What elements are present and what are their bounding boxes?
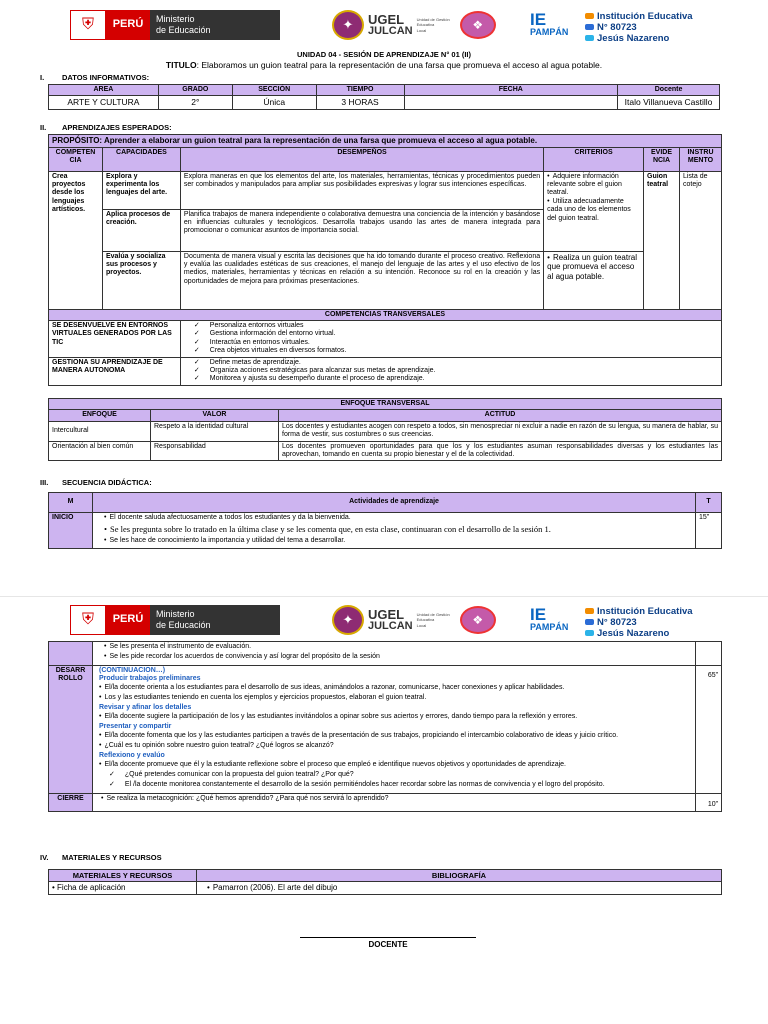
peru-label: PERÚ [106,10,150,40]
page-2 [0,596,768,1024]
school-crest-icon: ❖ [460,606,496,634]
minedu-logo [70,10,280,40]
ugel-logo: ✦ UGEL JULCAN Unidad de Gestión Educativa Local ❖ [332,605,522,635]
secuencia-table-1: M Actividades de aprendizaje T INICIO • El docente saluda afectuosamente a todos los estudiantes y da la bienvenida. • Se les pregunta sobre lo tratado en la última clase y se les comenta que, en esta clase, continuaran con el desarrollo de la sesión 1. • Se les hace de conocimiento la importancia y utilidad del tema a desarrollar. 15” [48,492,722,549]
ugel-label: UGEL [368,11,405,27]
datos-table: AREA GRADO SECCIÓN TIEMPO FECHA Docente ARTE Y CULTURA 2° Única 3 HORAS Italo Villanueva Castillo [48,84,720,110]
ie-logo: IE PAMPÁN Institución Educativa N° 80723 Jesús Nazareno [530,605,693,639]
section-3-title: III. SECUENCIA DIDÁCTICA: [40,478,152,487]
julcan-label: JULCAN [368,24,413,37]
cierre-label: CIERRE [49,793,93,811]
secuencia-table-2: • Se les presenta el instrumento de evaluación. • Se les pide recordar los acuerdos de convivencia y así lograr del propósito de la sesión DESARR ROLLO (CONTINUACION…) Producir trabajos preliminares • El/la docente orienta a los estudiantes para el desarrollo de sus ideas, animándolos a razonar, comunicarse, hacer conexiones y aplicar habilidades. • Los y las estudiantes teniendo en cuenta los ejemplos y ejercicios propuestos, elaboran el guion teatral. Revisar y afinar los detalles • El/la docente sugiere la participación de los y las estudiantes invitándolos a opinar sobre sus aciertos y errores, dando tiempo para la reflexión y errores. Presentar y compartir • El/la docente fomenta que los y las estudiantes participen a través de la presentación de sus trabajos, propiciando el intercambio colaborativo de ideas y juicio crítico. • ¿Cuál es tu opinión sobre nuestro guion teatral? ¿Qué logros se alcanzó? Reflexiono y evalúo • El/la docente promueve que él y la estudiante reflexione sobre el proceso que empleó e identifique nuevos objetivos y oportunidades de aprendizaje. ✓ ¿Qué pretendes comunicar con la propuesta del guion teatral? ¿Por qué? ✓ El /la docente monitorea constantemente el desarrollo de la sesión permitiéndoles hacer recordar sobre las normas de convivencia y el logro del propósito. 65” CIERRE • Se realiza la metacognición: ¿Qué hemos aprendido? ¿Para qué nos servirá lo aprendido? 10” [48,641,722,812]
enfoque-table: ENFOQUE TRANSVERSAL ENFOQUE VALOR ACTITUD Intercultural Respeto a la identidad cultural Los docentes y estudiantes acogen con respeto a todos, sin menospreciar ni excluir a nadie en razón de su lengua, su manera de hablar, su forma de vestir, sus costumbres o sus creencias. Orientación al bien común Responsabilidad Los docentes promueven oportunidades para que los y los estudiantes asuman responsabilidades diversas y los estudiantes las aprovechan, tomando en cuenta su propio bienestar y el de la colectividad. [48,398,722,461]
pampan-label: PAMPÁN [530,27,569,38]
peru-shield-icon: ⛨ [70,10,106,40]
ugel-logo [332,10,522,40]
ie-logo [530,12,700,42]
ugel-crest-icon: ✦ [332,605,364,635]
desarrollo-label: DESARR ROLLO [49,665,93,793]
signature-line [300,937,476,938]
materiales-table: MATERIALES Y RECURSOS BIBLIOGRAFÍA • Ficha de aplicación • Pamarron (2006). El arte del dibujo [48,869,722,895]
school-crest-icon: ❖ [460,11,496,39]
ie-lines: Institución Educativa N° 80723 Jesús Nazareno [585,12,693,42]
section-4-title: IV. MATERIALES Y RECURSOS [40,853,162,862]
page-header [0,10,768,46]
peru-shield-icon: ⛨ [70,605,106,635]
ministerio-label: Ministerio de Educación [150,10,280,40]
docente-label: DOCENTE [368,940,408,949]
ugel-crest-icon: ✦ [332,10,364,40]
minedu-logo: ⛨ PERÚ Ministerio de Educación [70,605,280,635]
unit-title: UNIDAD 04 - SESIÓN DE APRENDIZAJE N° 01 (II) [296,50,471,59]
page-header-2 [0,605,768,641]
session-title: TITULO: Elaboramos un guion teatral para la representación de una farsa que promueva el acceso al agua potable. [165,60,603,70]
competencia-cell: Crea proyectos desde los lenguajes artísticos. [49,171,103,309]
ie-mark: IE [530,10,547,29]
proposito-row: PROPÓSITO: Aprender a elaborar un guion teatral para la representación de una farsa que promueva el acceso al agua potable. [49,135,722,148]
section-1-title: I. DATOS INFORMATIVOS: [40,73,150,82]
aprendizajes-table: PROPÓSITO: Aprender a elaborar un guion teatral para la representación de una farsa que promueva el acceso al agua potable. COMPETEN CIA CAPACIDADES DESEMPEÑOS CRITERIOS EVIDE NCIA INSTRU MENTO Crea proyectos desde los lenguajes artísticos. Explora y experimenta los lenguajes del arte. Explora maneras en que los elementos del arte, los materiales, herramientas, técnicas y procedimientos pueden ser combinados y manipulados para ampliar sus posibilidades expresivas y lograr sus intenciones específicas. • Adquiere información relevante sobre el guion teatral. • Utiliza adecuadamente cada uno de los elementos del guion teatral. Guion teatral Lista de cotejo Aplica procesos de creación. Planifica trabajos de manera independiente o colaborativa demuestra una conciencia de la intención y basándose en influencias culturales y tecnológicos. Desarrolla trabajos usando las artes de manera integrada para promocionar o comunicar asuntos de importancia social. Evalúa y socializa sus procesos y proyectos. Documenta de manera visual y escrita las decisiones que ha ido tomando durante el proceso creativo. Reflexiona y evalúa las cualidades estéticas de sus creaciones, el manejo del lenguaje de las artes y el uso efectivo de los medios, materiales, herramientas y técnicas en relación a su intención. Reconoce su rol en la creación y las oportunidades de mejora para próximas presentaciones. • Realiza un guion teatral que promueva el acceso al agua potable. COMPETENCIAS TRANSVERSALES SE DESENVUELVE EN ENTORNOS VIRTUALES GENERADOS POR LAS TIC ✓ Personaliza entornos virtuales ✓ Gestiona información del entorno virtual. ✓ Interactúa en entornos virtuales. ✓ Crea objetos virtuales en diversos formatos. GESTIONA SU APRENDIZAJE DE MANERA AUTONOMA ✓ Define metas de aprendizaje. ✓ Organiza acciones estratégicas para alcanzar sus metas de aprendizaje. ✓ Monitorea y ajusta su desempeño durante el proceso de aprendizaje. [48,134,722,386]
ugel-subtitle: Unidad de Gestión Educativa Local [416,17,450,33]
section-2-title: II. APRENDIZAJES ESPERADOS: [40,123,172,132]
